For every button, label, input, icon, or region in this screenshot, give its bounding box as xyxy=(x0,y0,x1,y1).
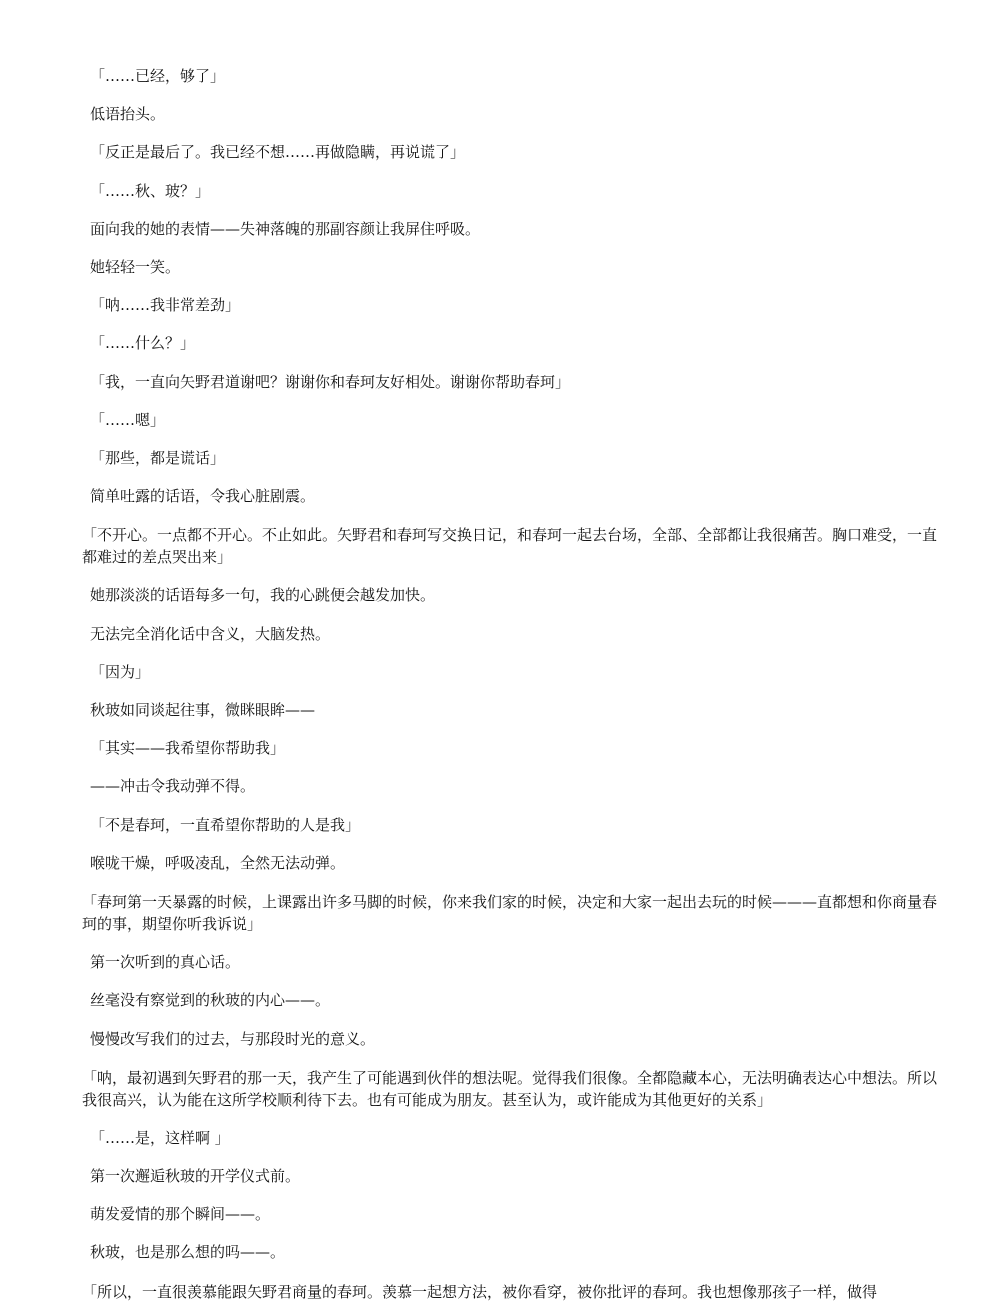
paragraph: 「反正是最后了。我已经不想……再做隐瞒，再说谎了」 xyxy=(90,143,466,162)
paragraph: 「那些，都是谎话」 xyxy=(90,448,226,467)
paragraph: 秋玻，也是那么想的吗——。 xyxy=(90,1243,286,1262)
paragraph: 「我，一直向矢野君道谢吧？谢谢你和春珂友好相处。谢谢你帮助春珂」 xyxy=(90,372,571,391)
paragraph: 「……秋、玻？」 xyxy=(90,181,211,200)
paragraph: 简单吐露的话语，令我心脏剧震。 xyxy=(90,487,316,506)
paragraph: 萌发爱情的那个瞬间——。 xyxy=(90,1205,271,1224)
paragraph: ——冲击令我动弹不得。 xyxy=(90,777,256,796)
paragraph: 喉咙干燥，呼吸凌乱，全然无法动弹。 xyxy=(90,853,346,872)
paragraph: 「因为」 xyxy=(90,662,151,681)
paragraph: 「……是，这样啊 」 xyxy=(90,1128,230,1147)
paragraph: 第一次邂逅秋玻的开学仪式前。 xyxy=(90,1167,301,1186)
paragraph: 她那淡淡的话语每多一句，我的心跳便会越发加快。 xyxy=(90,586,436,605)
paragraph: 面向我的她的表情——失神落魄的那副容颜让我屏住呼吸。 xyxy=(90,219,481,238)
paragraph: 「……嗯」 xyxy=(90,410,166,429)
paragraph: 「……已经，够了」 xyxy=(90,67,226,85)
paragraph: 丝毫没有察觉到的秋玻的内心——。 xyxy=(90,991,331,1010)
paragraph: 「……什么？」 xyxy=(90,334,196,353)
paragraph: 「春珂第一天暴露的时候，上课露出许多马脚的时候，你来我们家的时候，决定和大家一起出去玩的时候———直都想和你商量春珂的事，期望你听我诉说」 xyxy=(82,892,938,933)
paragraph: 「不是春珂，一直希望你帮助的人是我」 xyxy=(90,815,361,834)
paragraph: 「呐，最初遇到矢野君的那一天，我产生了可能遇到伙伴的想法呢。觉得我们很像。全都隐藏本心，无法明确表达心中想法。所以我很高兴，认为能在这所学校顺利待下去。也有可能成为朋友。甚至认为，或许能成为其他更好的关系」 xyxy=(82,1068,938,1109)
paragraph: 她轻轻一笑。 xyxy=(90,257,181,276)
paragraph: 「其实——我希望你帮助我」 xyxy=(90,739,286,758)
paragraph: 第一次听到的真心话。 xyxy=(90,953,241,972)
paragraph: 慢慢改写我们的过去，与那段时光的意义。 xyxy=(90,1029,376,1048)
paragraph: 「呐……我非常差劲」 xyxy=(90,296,241,315)
paragraph: 秋玻如同谈起往事，微眯眼眸—— xyxy=(90,701,316,719)
paragraph: 「不开心。一点都不开心。不止如此。矢野君和春珂写交换日记，和春珂一起去台场，全部、全部都让我很痛苦。胸口难受，一直都难过的差点哭出来」 xyxy=(82,526,938,567)
paragraph: 无法完全消化话中含义，大脑发热。 xyxy=(90,624,331,643)
paragraph: 「所以，一直很羡慕能跟矢野君商量的春珂。羡慕一起想方法，被你看穿，被你批评的春珂。我也想像那孩子一样，做得 xyxy=(82,1282,878,1301)
paragraph: 低语抬头。 xyxy=(90,105,166,124)
